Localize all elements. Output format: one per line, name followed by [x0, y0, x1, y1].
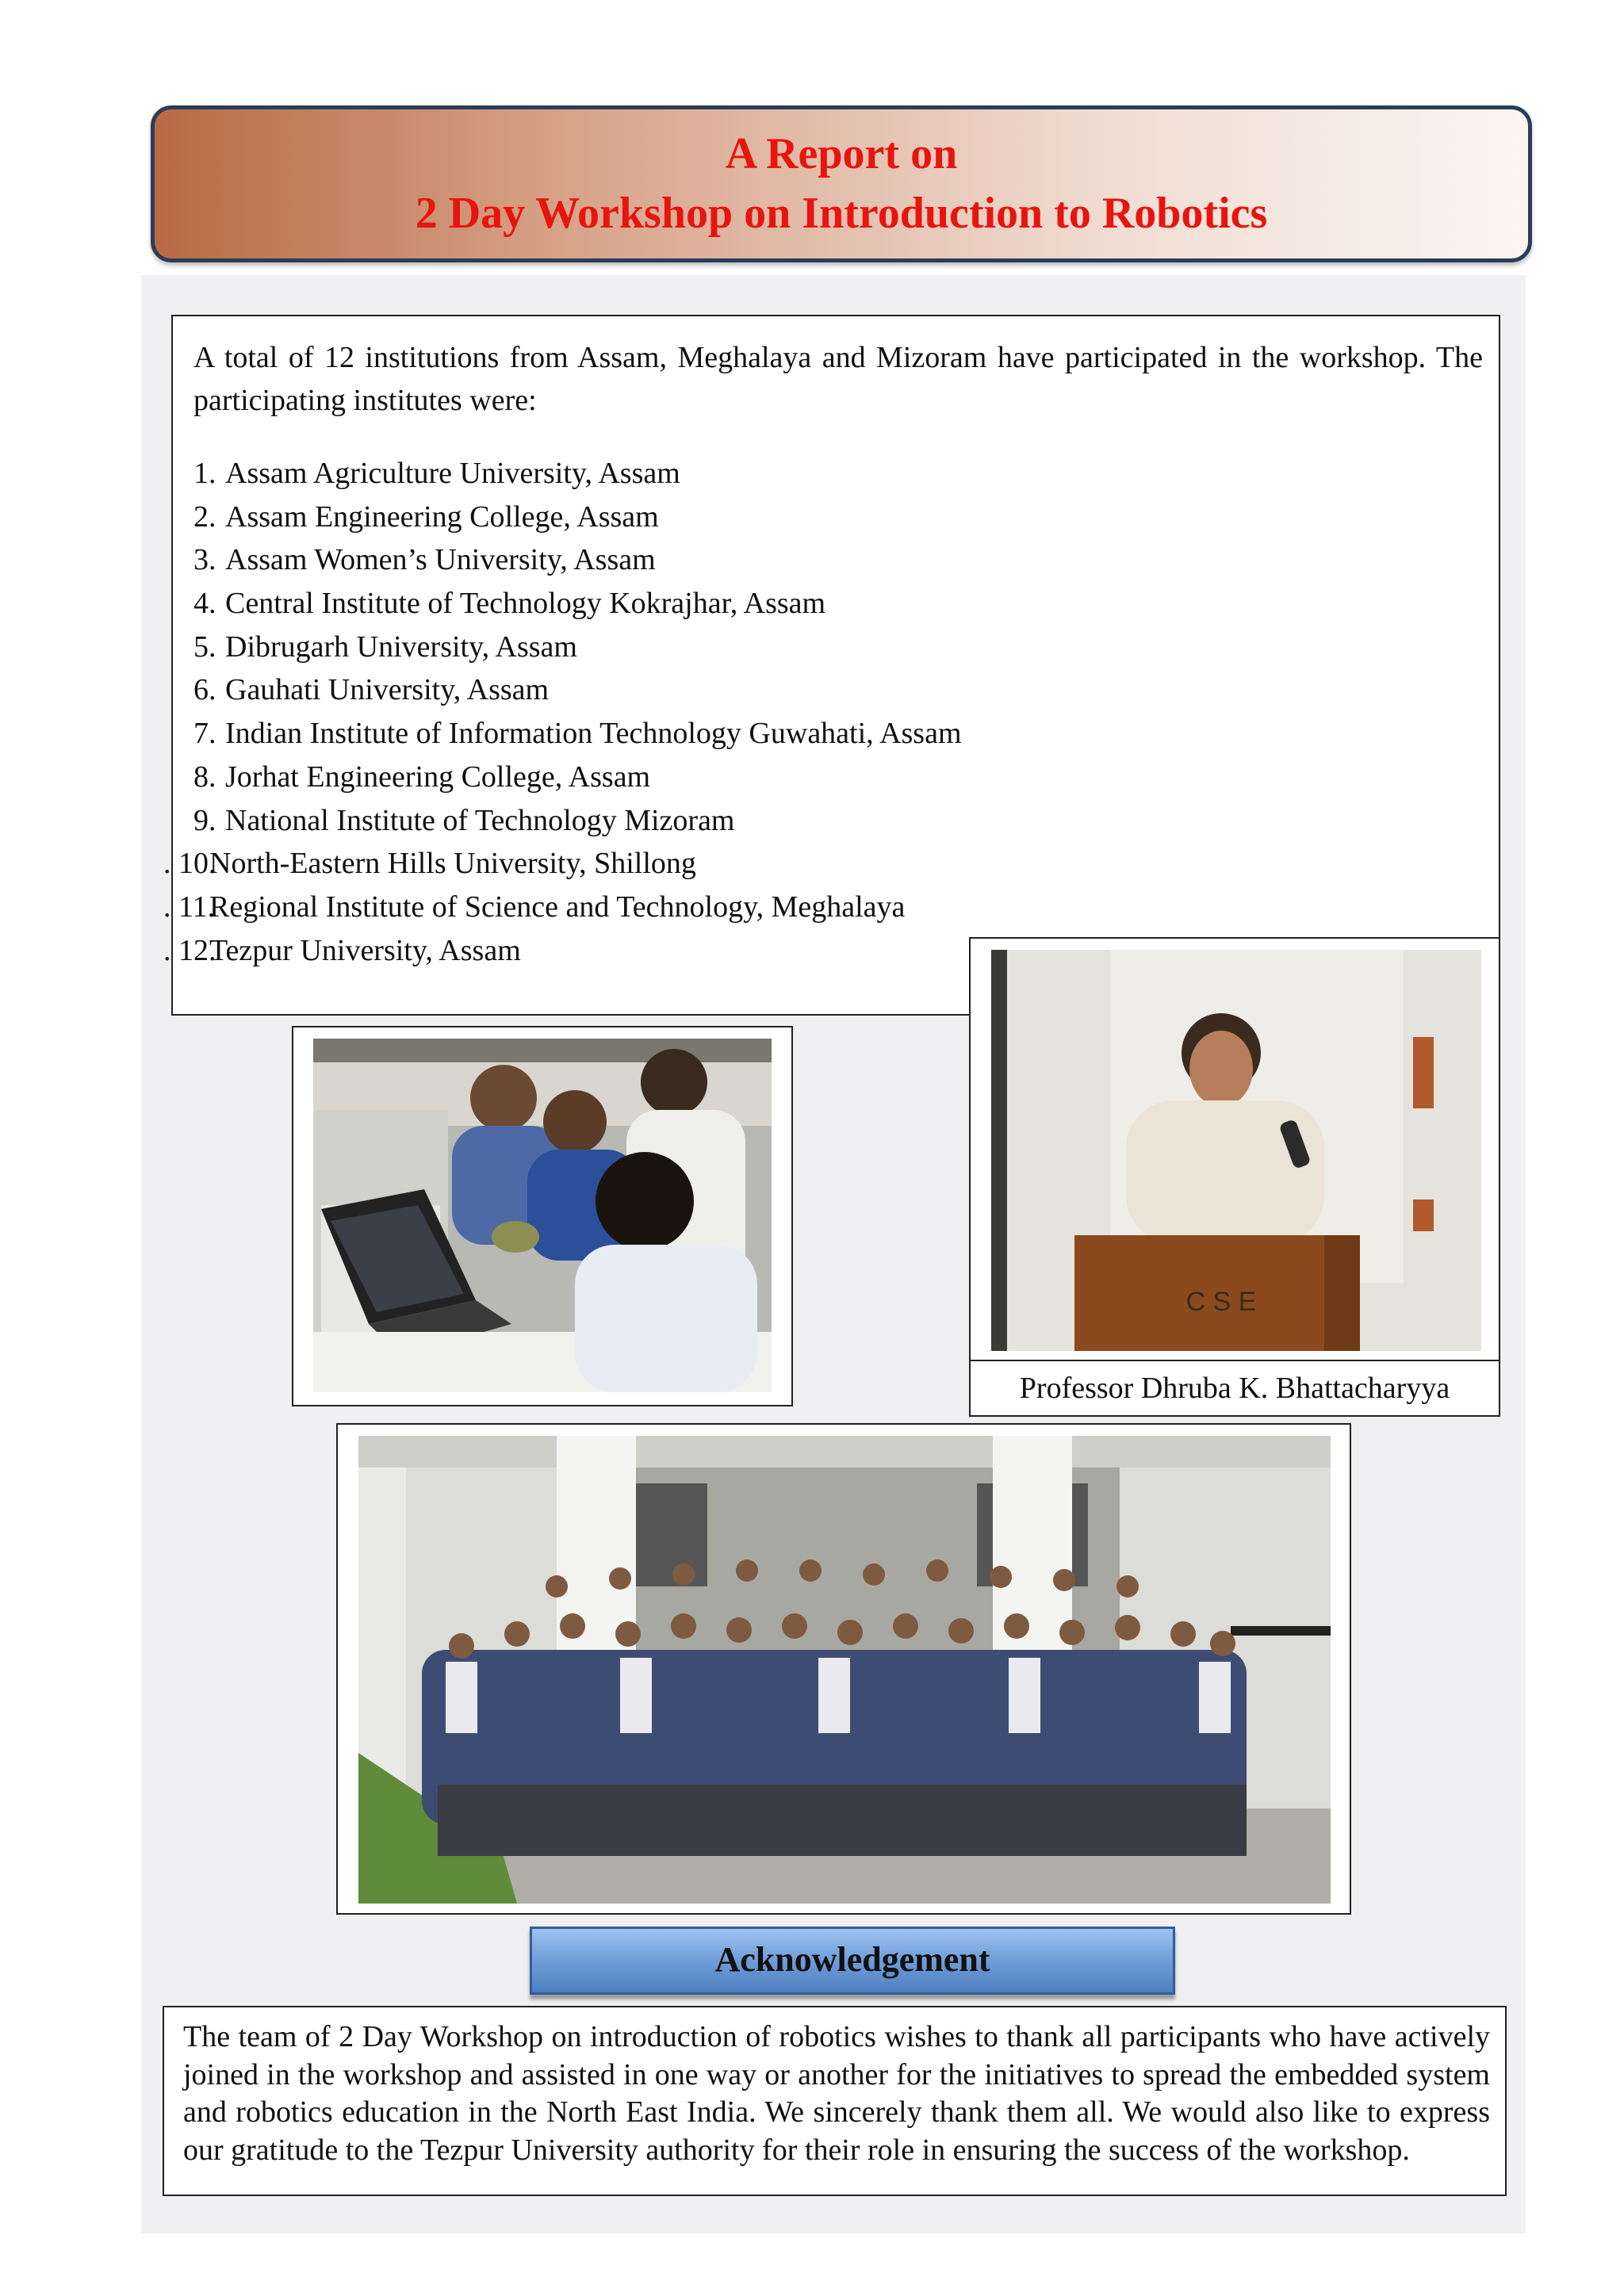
institution-item — [0, 626, 1031, 669]
hands-on-photo-frame — [292, 1026, 793, 1406]
institution-name: North-Eastern Hills University, Shillong — [209, 847, 696, 881]
report-title-line2: 2 Day Workshop on Introduction to Robotics — [415, 189, 1268, 238]
institution-name: Assam Engineering College, Assam — [225, 499, 659, 534]
professor-lecture-photo — [991, 950, 1481, 1351]
report-title-banner — [151, 105, 1532, 262]
institution-number: 8. — [193, 760, 216, 794]
lecture-photo-frame — [969, 937, 1500, 1362]
photo-caption: Professor Dhruba K. Bhattacharyya — [969, 1360, 1500, 1417]
hands-on-session-photo — [313, 1039, 772, 1392]
institution-name: Tezpur University, Assam — [209, 933, 521, 967]
institution-name: Jorhat Engineering College, Assam — [225, 760, 651, 794]
institution-name: Gauhati University, Assam — [225, 673, 550, 707]
institution-number: 9. — [193, 803, 216, 837]
group-photo — [358, 1436, 1331, 1904]
institution-item — [0, 756, 1031, 799]
institution-item — [0, 886, 1031, 929]
institution-name: Regional Institute of Science and Technology, Meghalaya — [209, 890, 906, 924]
institution-item — [0, 452, 1031, 496]
institution-name: Central Institute of Technology Kokrajhar, Assam — [225, 587, 826, 621]
institution-item — [0, 929, 1031, 973]
institution-name: National Institute of Technology Mizoram — [225, 803, 735, 837]
acknowledgement-box — [163, 2006, 1507, 2196]
institution-number: 7. — [193, 717, 216, 751]
institution-number: . 12. — [163, 933, 216, 967]
group-photo-frame — [336, 1423, 1351, 1915]
institution-item — [0, 799, 1031, 843]
institution-name: Assam Women’s University, Assam — [225, 543, 656, 577]
institution-number: 3. — [193, 543, 216, 577]
acknowledgement-text: The team of 2 Day Workshop on introduction of robotics wishes to thank all participants who have actively joined in the workshop and assisted in one way or another for the initiatives to spread the embedded system and robotics education in the North East India. We sincerely thank them all. We would also like to express our gratitude to the Tezpur University authority for their role in ensuring the success of the workshop. — [183, 2020, 1490, 2167]
institution-item — [0, 538, 1031, 582]
institution-item — [0, 842, 1031, 886]
institution-number: . 10. — [163, 847, 216, 881]
institution-number: 4. — [193, 587, 216, 621]
report-title-line1: A Report on — [725, 129, 958, 178]
institution-list — [0, 452, 1031, 972]
institution-item — [0, 582, 1031, 626]
institution-number: 5. — [193, 629, 216, 664]
institution-number: 6. — [193, 673, 216, 707]
acknowledgement-heading: Acknowledgement — [530, 1927, 1175, 1995]
podium-label: C S E — [1185, 1287, 1257, 1317]
institution-number: 2. — [193, 499, 216, 534]
institution-name: Dibrugarh University, Assam — [225, 629, 577, 664]
institution-number: 1. — [193, 457, 216, 490]
participants-intro: A total of 12 institutions from Assam, Meghalaya and Mizoram have participated in the workshop. The participating institutes were: — [193, 341, 1483, 417]
institution-item — [0, 668, 1031, 712]
institution-item — [0, 496, 1031, 539]
institution-item — [0, 712, 1031, 756]
institution-name: Indian Institute of Information Technology Guwahati, Assam — [225, 717, 962, 751]
institution-number: . 11. — [163, 890, 216, 924]
institution-name: Assam Agriculture University, Assam — [225, 457, 680, 490]
